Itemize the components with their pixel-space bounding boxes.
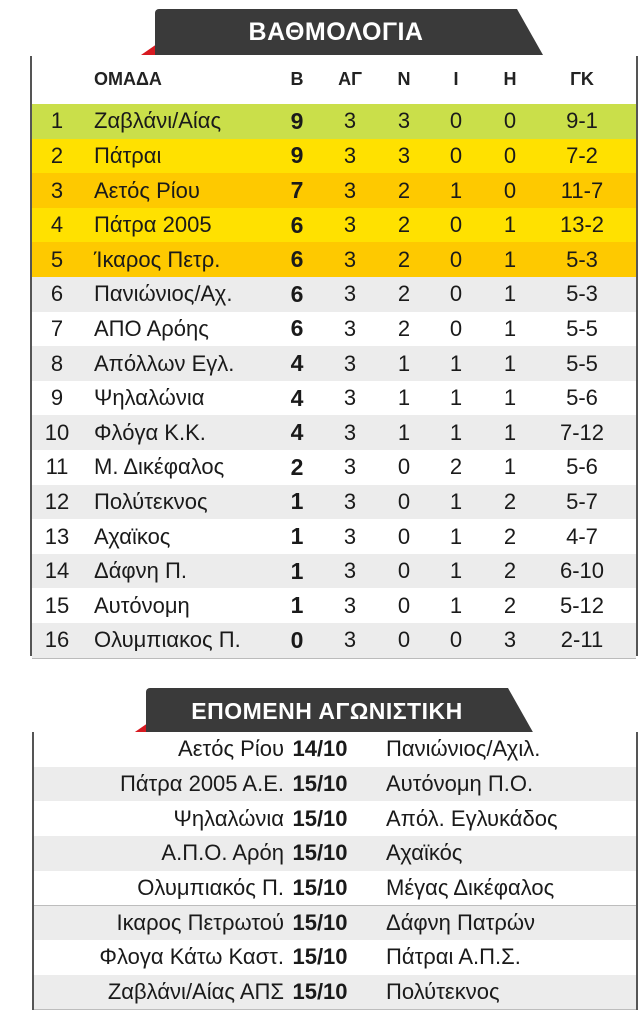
fixture-row (34, 767, 636, 803)
cell-gk: 13-2 (559, 212, 605, 238)
cell-team: Ολυμπιακος Π. (94, 627, 241, 653)
fixture-home: Φλογα Κάτω Καστ. (99, 944, 284, 970)
cell-gp: 3 (343, 142, 357, 168)
cell-pts: 4 (290, 384, 304, 411)
cell-pos: 3 (50, 177, 64, 203)
cell-team: Απόλλων Εγλ. (94, 350, 235, 376)
table-row (32, 381, 636, 417)
cell-w: 0 (397, 592, 411, 618)
cell-d: 1 (449, 558, 463, 584)
fixture-row (34, 732, 636, 768)
cell-l: 1 (503, 212, 517, 238)
cell-d: 1 (449, 177, 463, 203)
table-row (32, 312, 636, 348)
cell-gk: 2-11 (560, 627, 604, 653)
fixture-date: 15/10 (292, 875, 348, 901)
cell-pos: 16 (44, 627, 70, 653)
table-row (32, 346, 636, 382)
fixture-row (34, 906, 636, 942)
fixture-row (34, 871, 636, 907)
cell-team: Αετός Ρίου (94, 177, 200, 203)
cell-team: Ψηλαλώνια (94, 385, 205, 411)
cell-gp: 3 (343, 385, 357, 411)
header-points: Β (290, 68, 304, 89)
cell-l: 1 (503, 281, 517, 307)
cell-gp: 3 (343, 454, 357, 480)
cell-team: Αχαϊκος (94, 523, 171, 549)
fixture-row (34, 801, 636, 837)
header-games: ΑΓ (338, 68, 362, 89)
header-wins: Ν (397, 68, 411, 89)
cell-team: Ζαβλάνι/Αίας (94, 108, 222, 134)
cell-pts: 1 (290, 488, 304, 515)
cell-l: 1 (503, 385, 517, 411)
fixtures-title: ΕΠΟΜΕΝΗ ΑΓΩΝΙΣΤΙΚΗ (191, 697, 463, 724)
cell-l: 3 (503, 627, 517, 653)
cell-w: 3 (397, 142, 411, 168)
standings-table (30, 56, 638, 656)
cell-team: Αυτόνομη (94, 592, 190, 618)
cell-w: 3 (397, 108, 411, 134)
fixtures-banner (132, 688, 534, 734)
fixture-away: Πάτραι Α.Π.Σ. (386, 944, 521, 970)
cell-w: 0 (397, 627, 411, 653)
cell-pts: 4 (290, 350, 304, 377)
table-row (32, 173, 636, 208)
cell-l: 1 (503, 419, 517, 445)
fixture-date: 14/10 (292, 736, 348, 762)
fixture-away: Πολύτεκνος (386, 979, 500, 1005)
cell-gp: 3 (343, 177, 357, 203)
fixture-away: Αχαϊκός (386, 840, 463, 866)
cell-gk: 5-7 (566, 488, 598, 514)
cell-team: ΑΠΟ Αρόης (94, 315, 209, 341)
cell-w: 2 (397, 246, 411, 272)
cell-pos: 13 (44, 523, 70, 549)
cell-d: 1 (449, 350, 463, 376)
cell-gk: 5-3 (566, 246, 598, 272)
cell-pos: 9 (50, 385, 64, 411)
cell-gk: 6-10 (559, 558, 605, 584)
cell-l: 0 (503, 142, 517, 168)
cell-d: 1 (449, 385, 463, 411)
cell-l: 1 (503, 454, 517, 480)
cell-l: 2 (503, 558, 517, 584)
cell-pts: 7 (290, 177, 304, 204)
table-row (32, 485, 636, 521)
fixture-home: Αετός Ρίου (178, 736, 284, 762)
cell-d: 0 (449, 212, 463, 238)
cell-w: 0 (397, 488, 411, 514)
cell-l: 2 (503, 523, 517, 549)
table-row (32, 519, 636, 555)
cell-gk: 5-3 (566, 281, 598, 307)
standings-header (32, 56, 636, 102)
cell-team: Μ. Δικέφαλος (94, 454, 225, 480)
cell-gk: 4-7 (566, 523, 598, 549)
fixture-home: Ζαβλάνι/Αίας ΑΠΣ (107, 979, 284, 1005)
cell-team: Ίκαρος Πετρ. (94, 246, 221, 272)
cell-pos: 15 (44, 592, 70, 618)
cell-pos: 1 (50, 108, 64, 134)
cell-pts: 6 (290, 211, 304, 238)
cell-team: Πολύτεκνος (94, 488, 208, 514)
cell-pos: 6 (50, 281, 64, 307)
fixture-home: Α.Π.Ο. Αρόη (161, 840, 284, 866)
cell-d: 1 (449, 488, 463, 514)
cell-d: 0 (449, 108, 463, 134)
cell-d: 2 (449, 454, 463, 480)
fixtures-table (32, 732, 638, 1010)
cell-pos: 5 (50, 246, 64, 272)
table-row (32, 554, 636, 590)
cell-gp: 3 (343, 592, 357, 618)
cell-gp: 3 (343, 419, 357, 445)
fixture-row (34, 975, 636, 1011)
cell-gp: 3 (343, 488, 357, 514)
header-team: ΟΜΑΔΑ (94, 68, 162, 89)
cell-pos: 2 (50, 142, 64, 168)
cell-w: 2 (397, 212, 411, 238)
fixture-home: Ικαρος Πετρωτού (116, 909, 284, 935)
header-losses: Η (503, 68, 517, 89)
cell-team: Πανιώνιος/Αχ. (94, 281, 233, 307)
cell-pts: 1 (290, 592, 304, 619)
table-row (32, 242, 636, 277)
table-row (32, 450, 636, 487)
cell-team: Δάφνη Π. (94, 558, 188, 584)
fixture-away: Απόλ. Εγλυκάδος (386, 805, 558, 831)
cell-l: 0 (503, 108, 517, 134)
cell-gp: 3 (343, 558, 357, 584)
cell-pts: 6 (290, 315, 304, 342)
cell-gk: 5-12 (559, 592, 605, 618)
cell-gp: 3 (343, 350, 357, 376)
cell-pos: 7 (50, 315, 64, 341)
cell-pos: 10 (44, 419, 70, 445)
fixture-date: 15/10 (292, 840, 348, 866)
cell-d: 0 (449, 246, 463, 272)
fixture-date: 15/10 (292, 979, 348, 1005)
cell-gk: 9-1 (566, 108, 598, 134)
fixture-away: Αυτόνομη Π.Ο. (386, 770, 534, 796)
cell-d: 1 (449, 523, 463, 549)
cell-l: 2 (503, 488, 517, 514)
cell-gp: 3 (343, 315, 357, 341)
cell-d: 0 (449, 142, 463, 168)
cell-team: Φλόγα Κ.Κ. (94, 419, 206, 445)
cell-pts: 9 (290, 107, 304, 134)
cell-w: 2 (397, 315, 411, 341)
cell-pts: 9 (290, 142, 304, 169)
cell-pts: 4 (290, 419, 304, 446)
cell-pos: 12 (44, 488, 70, 514)
cell-pos: 4 (50, 212, 64, 238)
table-row (32, 139, 636, 174)
cell-w: 0 (397, 454, 411, 480)
cell-gp: 3 (343, 523, 357, 549)
table-row (32, 208, 636, 243)
table-row (32, 415, 636, 451)
standings-title: ΒΑΘΜΟΛΟΓΙΑ (248, 17, 424, 46)
table-row (32, 623, 636, 659)
cell-gp: 3 (343, 212, 357, 238)
cell-w: 2 (397, 177, 411, 203)
cell-w: 0 (397, 523, 411, 549)
fixture-home: Ψηλαλώνια (173, 805, 284, 831)
cell-l: 1 (503, 350, 517, 376)
fixture-row (34, 836, 636, 872)
cell-d: 1 (449, 592, 463, 618)
cell-pos: 14 (44, 558, 70, 584)
fixture-date: 15/10 (292, 805, 348, 831)
cell-pts: 6 (290, 280, 304, 307)
header-goals: ΓΚ (570, 68, 594, 89)
cell-l: 0 (503, 177, 517, 203)
cell-gk: 7-12 (559, 419, 605, 445)
fixture-home: Ολυμπιακός Π. (137, 875, 284, 901)
fixture-away: Μέγας Δικέφαλος (386, 875, 555, 901)
header-draws: Ι (453, 68, 459, 89)
cell-pts: 1 (290, 557, 304, 584)
cell-d: 0 (449, 281, 463, 307)
cell-pts: 2 (290, 453, 304, 480)
cell-gk: 7-2 (566, 142, 598, 168)
cell-pos: 8 (50, 350, 64, 376)
fixture-date: 15/10 (292, 770, 348, 796)
fixture-date: 15/10 (292, 944, 348, 970)
fixture-away: Δάφνη Πατρών (386, 909, 536, 935)
cell-gk: 5-6 (566, 454, 598, 480)
cell-d: 0 (449, 315, 463, 341)
table-row (32, 277, 636, 313)
fixture-row (34, 940, 636, 976)
cell-pts: 0 (290, 626, 304, 653)
cell-gk: 5-5 (566, 350, 598, 376)
cell-pts: 6 (290, 246, 304, 273)
cell-gp: 3 (343, 281, 357, 307)
cell-gk: 5-5 (566, 315, 598, 341)
cell-gp: 3 (343, 246, 357, 272)
cell-d: 1 (449, 419, 463, 445)
cell-gp: 3 (343, 108, 357, 134)
fixture-date: 15/10 (292, 909, 348, 935)
cell-l: 1 (503, 315, 517, 341)
cell-gk: 5-6 (566, 385, 598, 411)
cell-w: 1 (397, 419, 411, 445)
cell-w: 1 (397, 350, 411, 376)
cell-w: 0 (397, 558, 411, 584)
cell-team: Πάτρα 2005 (94, 212, 212, 238)
cell-pts: 1 (290, 523, 304, 550)
fixture-home: Πάτρα 2005 Α.Ε. (119, 770, 284, 796)
cell-pos: 11 (45, 454, 69, 480)
cell-d: 0 (449, 627, 463, 653)
cell-w: 2 (397, 281, 411, 307)
table-row (32, 588, 636, 625)
cell-gp: 3 (343, 627, 357, 653)
cell-l: 1 (503, 246, 517, 272)
table-row (32, 104, 636, 139)
fixture-away: Πανιώνιος/Αχιλ. (386, 736, 541, 762)
cell-gk: 11-7 (560, 177, 604, 203)
standings-banner (141, 9, 543, 55)
cell-l: 2 (503, 592, 517, 618)
cell-team: Πάτραι (94, 142, 162, 168)
cell-w: 1 (397, 385, 411, 411)
